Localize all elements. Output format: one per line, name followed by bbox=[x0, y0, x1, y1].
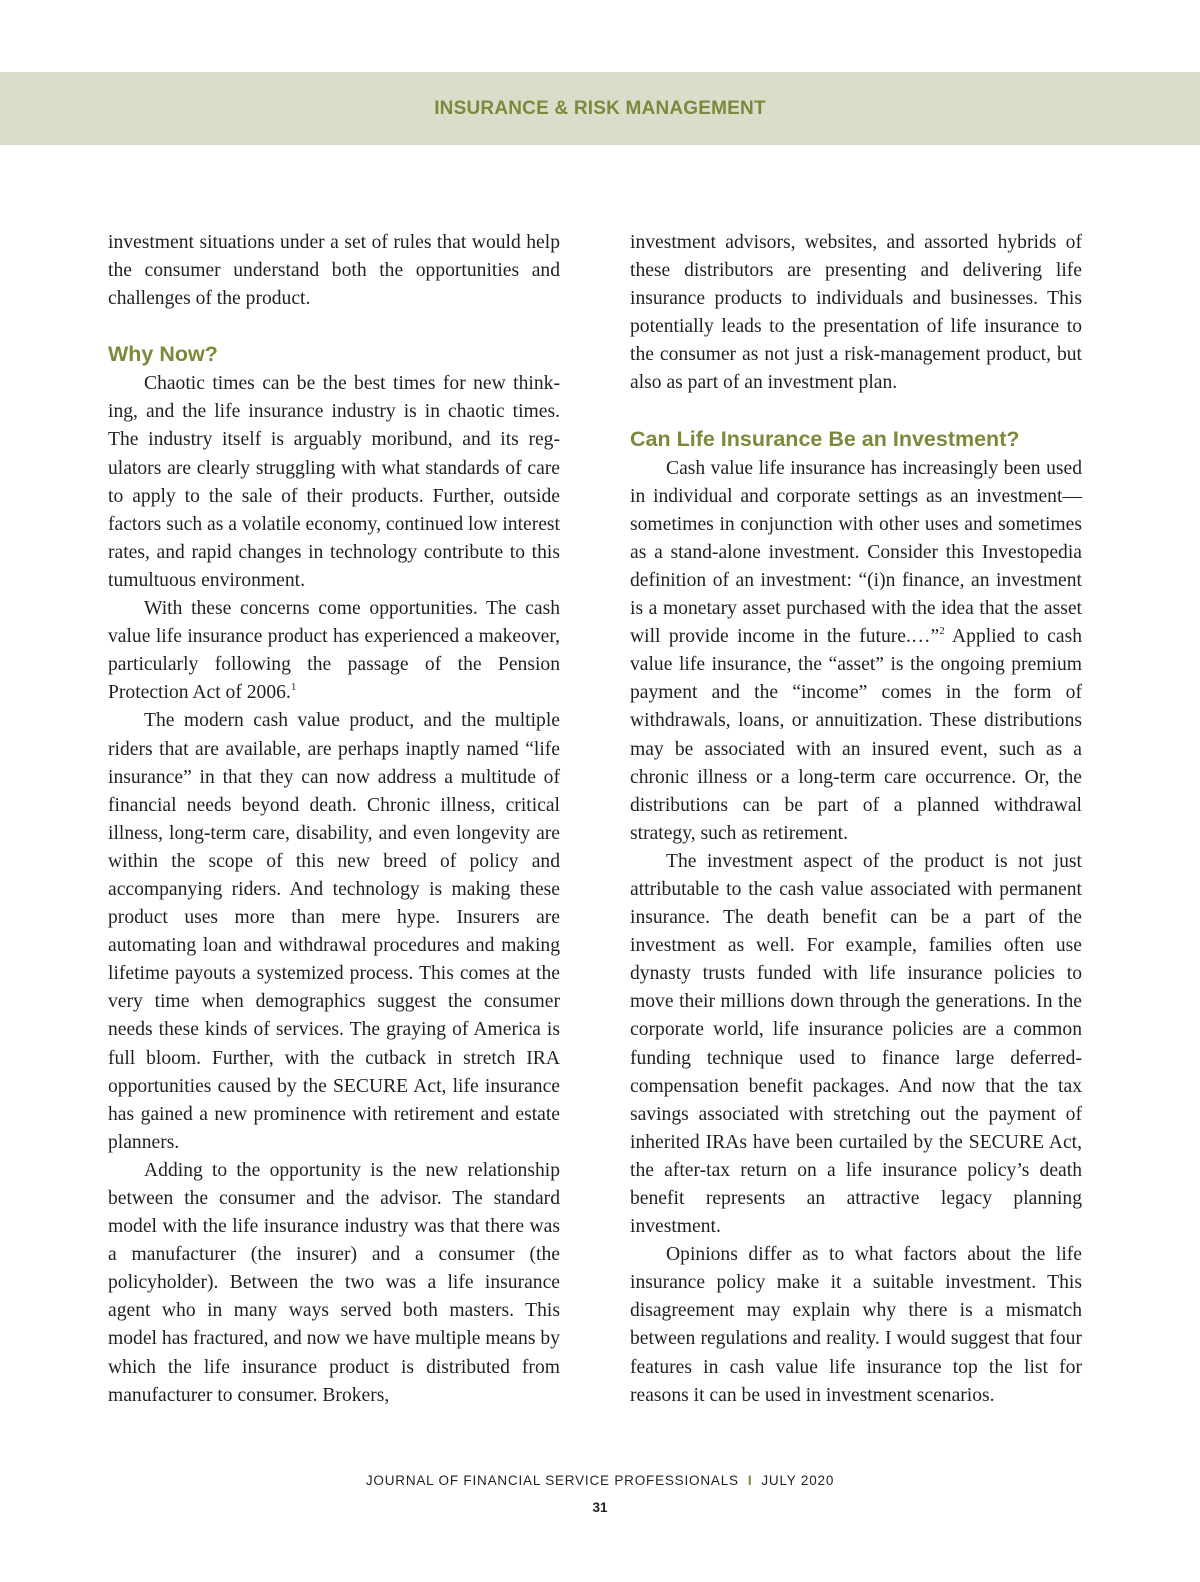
section-header-band bbox=[0, 72, 1200, 145]
paragraph-text: Applied to cash value life insurance, the “asset” is the ongoing premium payment and the “income” comes in the form of withdrawals, loans, or annuitization. These distributions may be associated with an insured event, such as a chronic illness or a long-term care occurrence. Or, the distributions can be part of a planned withdrawal strategy, such as retirement. bbox=[630, 626, 1082, 844]
footer-separator: I bbox=[747, 1473, 753, 1488]
footnote-ref: 1 bbox=[290, 681, 297, 694]
body-paragraph: investment advisors, websites, and assorted hybrids of these distributors are presenting and delivering life insurance products to individuals and businesses. This potentially leads to the presentation of life insurance to the consumer as not just a risk-management product, but also as part of an investment plan. bbox=[630, 232, 1082, 394]
right-column bbox=[630, 229, 1082, 1410]
journal-name: JOURNAL OF FINANCIAL SERVICE PROFESSIONALS bbox=[365, 1473, 739, 1488]
footnote-ref: 2 bbox=[939, 625, 945, 638]
running-footer bbox=[0, 1473, 1200, 1488]
section-label: INSURANCE & RISK MANAGEMENT bbox=[434, 97, 766, 119]
subheading-investment: Can Life Insurance Be an Investment? bbox=[630, 426, 1020, 451]
body-paragraph: The investment aspect of the product is not just attributable to the cash value associated with permanent insurance. The death benefit can be a part of the investment as well. For example, families often use dynasty trusts funded with life insurance policies to move their millions down through the generations. In the corporate world, life insurance policies are a common funding technique used to finance large deferred-compensation benefit packages. And now that the tax savings associated with stretching out the payment of inherited IRAs have been curtailed by the SECURE Act, the after-tax return on a life insurance policy’s death benefit represents an attractive legacy planning investment. bbox=[630, 850, 1082, 1238]
body-paragraph: Adding to the opportunity is the new relationship between the consumer and the advisor. The standard model with the life insurance industry was that there was a manufacturer (the insurer) and a consumer (the policyholder). Between the two was a life insurance agent who in many ways served both masters. This model has fractured, and now we have multiple means by which the life insurance product is distributed from manufacturer to consumer. Brokers, bbox=[108, 1159, 560, 1406]
body-paragraph: investment situations under a set of rules that would help the consumer understand both the opportunities and challenges of the product. bbox=[108, 232, 560, 310]
issue-date: JULY 2020 bbox=[761, 1473, 835, 1488]
body-paragraph: Chaotic times can be the best times for new thinking, and the life insurance industry is in chaotic times. The industry itself is arguably moribund, and its regulators are clearly struggling with what standards of care to apply to the sale of their products. Further, outside factors such as a volatile economy, continued low interest rates, and rapid changes in technology contribute to this tumultuous environment. bbox=[108, 373, 560, 591]
subheading-why-now: Why Now? bbox=[108, 342, 218, 367]
paragraph-text: With these concerns come opportunities. The cash value life insurance product has experienced a makeover, particularly following the passage of the Pension Protection Act of 2006. bbox=[108, 598, 560, 704]
body-paragraph: The modern cash value product, and the multiple riders that are available, are perhaps inaptly named “life insurance” in that they can now address a multitude of financial needs beyond death. Chronic illness, critical illness, long-term care, disability, and even longevity are within the scope of this new breed of policy and accompanying riders. And technology is making these product uses more than mere hype. Insurers are automating loan and withdrawal procedures and making lifetime payouts a systemized process. This comes at the very time when demographics suggest the consumer needs these kinds of services. The graying of America is full bloom. Further, with the cutback in stretch IRA opportunities caused by the SECURE Act, life insurance has gained a new prominence with retirement and estate planners. bbox=[108, 710, 560, 1153]
body-paragraph bbox=[630, 455, 1082, 848]
body-paragraph: Opinions differ as to what factors about the life insurance policy make it a suitable investment. This disagreement may explain why there is a mismatch between regulations and reality. I would suggest that four features in cash value life insurance top the list for reasons it can be used in investment scenarios. bbox=[630, 1244, 1082, 1406]
body-paragraph bbox=[108, 595, 560, 707]
paragraph-text: Cash value life insurance has increasingly been used in individual and corporate settings as an investment—sometimes in conjunction with other uses and sometimes as a stand-alone investment. Consider this Investopedia definition of an investment: “(i)n finance, an investment is a monetary asset purchased with the idea that the asset will provide income in the future.…” bbox=[630, 457, 1082, 648]
page-number: 31 bbox=[592, 1500, 608, 1515]
left-column bbox=[108, 229, 560, 1410]
